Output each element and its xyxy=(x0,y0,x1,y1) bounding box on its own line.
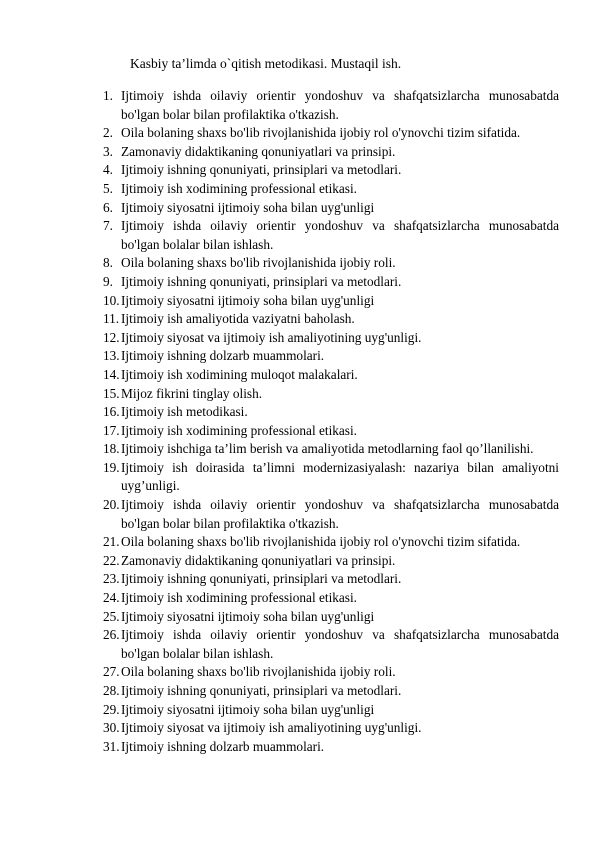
list-item-number: 24. xyxy=(103,590,120,606)
list-item-text: Ijtimoiy ishning qonuniyati, prinsiplari va metodlari. xyxy=(121,683,402,698)
list-item-text: Zamonaviy didaktikaning qonuniyatlari va prinsipi. xyxy=(121,143,396,159)
list-item xyxy=(103,570,559,589)
list-item-text: Ijtimoiy ishning dolzarb muammolari. xyxy=(121,738,325,754)
list-item-number: 7. xyxy=(103,218,113,234)
list-item xyxy=(103,366,559,385)
list-item-text: Ijtimoiy siyosatni ijtimoiy soha bilan uyg'unligi xyxy=(121,292,375,308)
list-item-text: Ijtimoiy ish amaliyotida vaziyatni baholash. xyxy=(121,311,355,327)
topic-list xyxy=(103,87,559,756)
list-item-number: 11. xyxy=(103,311,120,327)
list-item-number: 9. xyxy=(103,273,113,289)
list-item-number: 6. xyxy=(103,199,113,215)
list-item-text: Ijtimoiy siyosat va ijtimoiy ish amaliyotining uyg'unligi. xyxy=(121,720,422,736)
list-item-number: 4. xyxy=(103,162,113,178)
list-item-text: Ijtimoiy ishda oilaviy orientir yondoshuv va shafqatsizlarcha munosabatda bo'lgan bolar bilan profilaktika o'tkazish. xyxy=(121,497,559,531)
list-item-text: Zamonaviy didaktikaning qonuniyatlari va prinsipi. xyxy=(121,552,396,568)
list-item-number: 31. xyxy=(103,738,120,754)
list-item xyxy=(103,719,559,738)
list-item-number: 27. xyxy=(103,664,120,680)
list-item xyxy=(103,663,559,682)
list-item-number: 1. xyxy=(103,88,113,103)
list-item-number: 16. xyxy=(103,404,120,420)
list-item-text: Ijtimoiy siyosatni ijtimoiy soha bilan uyg'unligi xyxy=(121,701,375,717)
list-item xyxy=(103,738,559,757)
list-item-number: 17. xyxy=(103,422,120,438)
list-item xyxy=(103,180,559,199)
list-item-text: Ijtimoiy siyosat va ijtimoiy ish amaliyotining uyg'unligi. xyxy=(121,329,422,345)
list-item-number: 26. xyxy=(103,627,120,643)
list-item xyxy=(103,496,559,533)
document-title: Kasbiy ta’limda o`qitish metodikasi. Mustaqil ish. xyxy=(130,56,402,71)
list-item xyxy=(103,552,559,571)
list-item xyxy=(103,273,559,292)
list-item-text: Ijtimoiy ish xodimining muloqot malakalari. xyxy=(121,366,358,382)
list-item xyxy=(103,701,559,720)
list-item xyxy=(103,589,559,608)
list-item-number: 8. xyxy=(103,255,113,271)
list-item-text: Ijtimoiy ishning qonuniyati, prinsiplari va metodlari. xyxy=(121,571,402,587)
list-item-text: Ijtimoiy ish xodimining professional etikasi. xyxy=(121,422,358,438)
list-item-text: Ijtimoiy ish doirasida ta’limni modernizasiyalash: nazariya bilan amaliyotni uyg’unligi. xyxy=(121,459,559,494)
list-item xyxy=(103,124,559,143)
list-item xyxy=(103,217,559,254)
list-item-text: Ijtimoiy ishning qonuniyati, prinsiplari va metodlari. xyxy=(121,162,402,178)
list-item xyxy=(103,422,559,441)
list-item-number: 30. xyxy=(103,720,120,736)
list-item xyxy=(103,161,559,180)
list-item xyxy=(103,403,559,422)
list-item-text: Ijtimoiy ishning qonuniyati, prinsiplari va metodlari. xyxy=(121,273,402,289)
list-item xyxy=(103,310,559,329)
list-item-number: 29. xyxy=(103,701,120,717)
list-item-number: 13. xyxy=(103,348,120,364)
list-item-number: 18. xyxy=(103,441,120,457)
list-item-number: 3. xyxy=(103,143,113,159)
list-item-number: 12. xyxy=(103,329,120,345)
list-item xyxy=(103,199,559,218)
list-item-text: Ijtimoiy ishchiga ta’lim berish va amaliyotida metodlarning faol qo’llanilishi. xyxy=(121,441,534,457)
list-item-number: 21. xyxy=(103,534,120,550)
list-item-text: Ijtimoiy siyosatni ijtimoiy soha bilan uyg'unligi xyxy=(121,608,375,624)
list-item xyxy=(103,459,559,496)
list-item-number: 10. xyxy=(103,292,120,308)
list-item xyxy=(103,329,559,348)
list-item xyxy=(103,385,559,404)
list-item-text: Mijoz fikrini tinglay olish. xyxy=(121,385,263,401)
list-item-number: 25. xyxy=(103,608,120,624)
list-item-number: 20. xyxy=(103,497,120,513)
list-item-text: Oila bolaning shaxs bo'lib rivojlanishida ijobiy roli. xyxy=(121,255,396,271)
list-item-text: Ijtimoiy ishning dolzarb muammolari. xyxy=(121,348,325,364)
list-item-number: 23. xyxy=(103,571,120,587)
list-item-text: Ijtimoiy ish xodimining professional etikasi. xyxy=(121,180,358,196)
list-item-text: Ijtimoiy ishda oilaviy orientir yondoshuv va shafqatsizlarcha munosabatda bo'lgan bolalar bilan ishlash. xyxy=(121,627,559,661)
list-item-number: 28. xyxy=(103,683,120,698)
list-item xyxy=(103,254,559,273)
list-item xyxy=(103,440,559,459)
list-item-text: Ijtimoiy ish metodikasi. xyxy=(121,404,248,420)
list-item-number: 2. xyxy=(103,125,113,141)
list-item-text: Ijtimoiy ishda oilaviy orientir yondoshuv va shafqatsizlarcha munosabatda bo'lgan bolar bilan profilaktika o'tkazish. xyxy=(121,88,559,122)
list-item xyxy=(103,533,559,552)
list-item-text: Oila bolaning shaxs bo'lib rivojlanishida ijobiy roli. xyxy=(121,664,396,680)
list-item-text: Ijtimoiy ishda oilaviy orientir yondoshuv va shafqatsizlarcha munosabatda bo'lgan bolalar bilan ishlash. xyxy=(121,218,559,252)
list-item xyxy=(103,626,559,663)
list-item-number: 15. xyxy=(103,385,120,401)
list-item-number: 19. xyxy=(103,459,120,475)
list-item-text: Ijtimoiy ish xodimining professional etikasi. xyxy=(121,590,358,606)
list-item xyxy=(103,143,559,162)
list-item-text: Oila bolaning shaxs bo'lib rivojlanishida ijobiy rol o'ynovchi tizim sifatida. xyxy=(121,125,521,141)
list-item-number: 5. xyxy=(103,180,113,196)
list-item xyxy=(103,292,559,311)
list-item-number: 14. xyxy=(103,366,120,382)
list-item xyxy=(103,608,559,627)
list-item xyxy=(103,347,559,366)
list-item-number: 22. xyxy=(103,552,120,568)
list-item-text: Ijtimoiy siyosatni ijtimoiy soha bilan uyg'unligi xyxy=(121,199,375,215)
list-item xyxy=(103,87,559,124)
list-item-text: Oila bolaning shaxs bo'lib rivojlanishida ijobiy rol o'ynovchi tizim sifatida. xyxy=(121,534,521,550)
list-item xyxy=(103,682,559,701)
